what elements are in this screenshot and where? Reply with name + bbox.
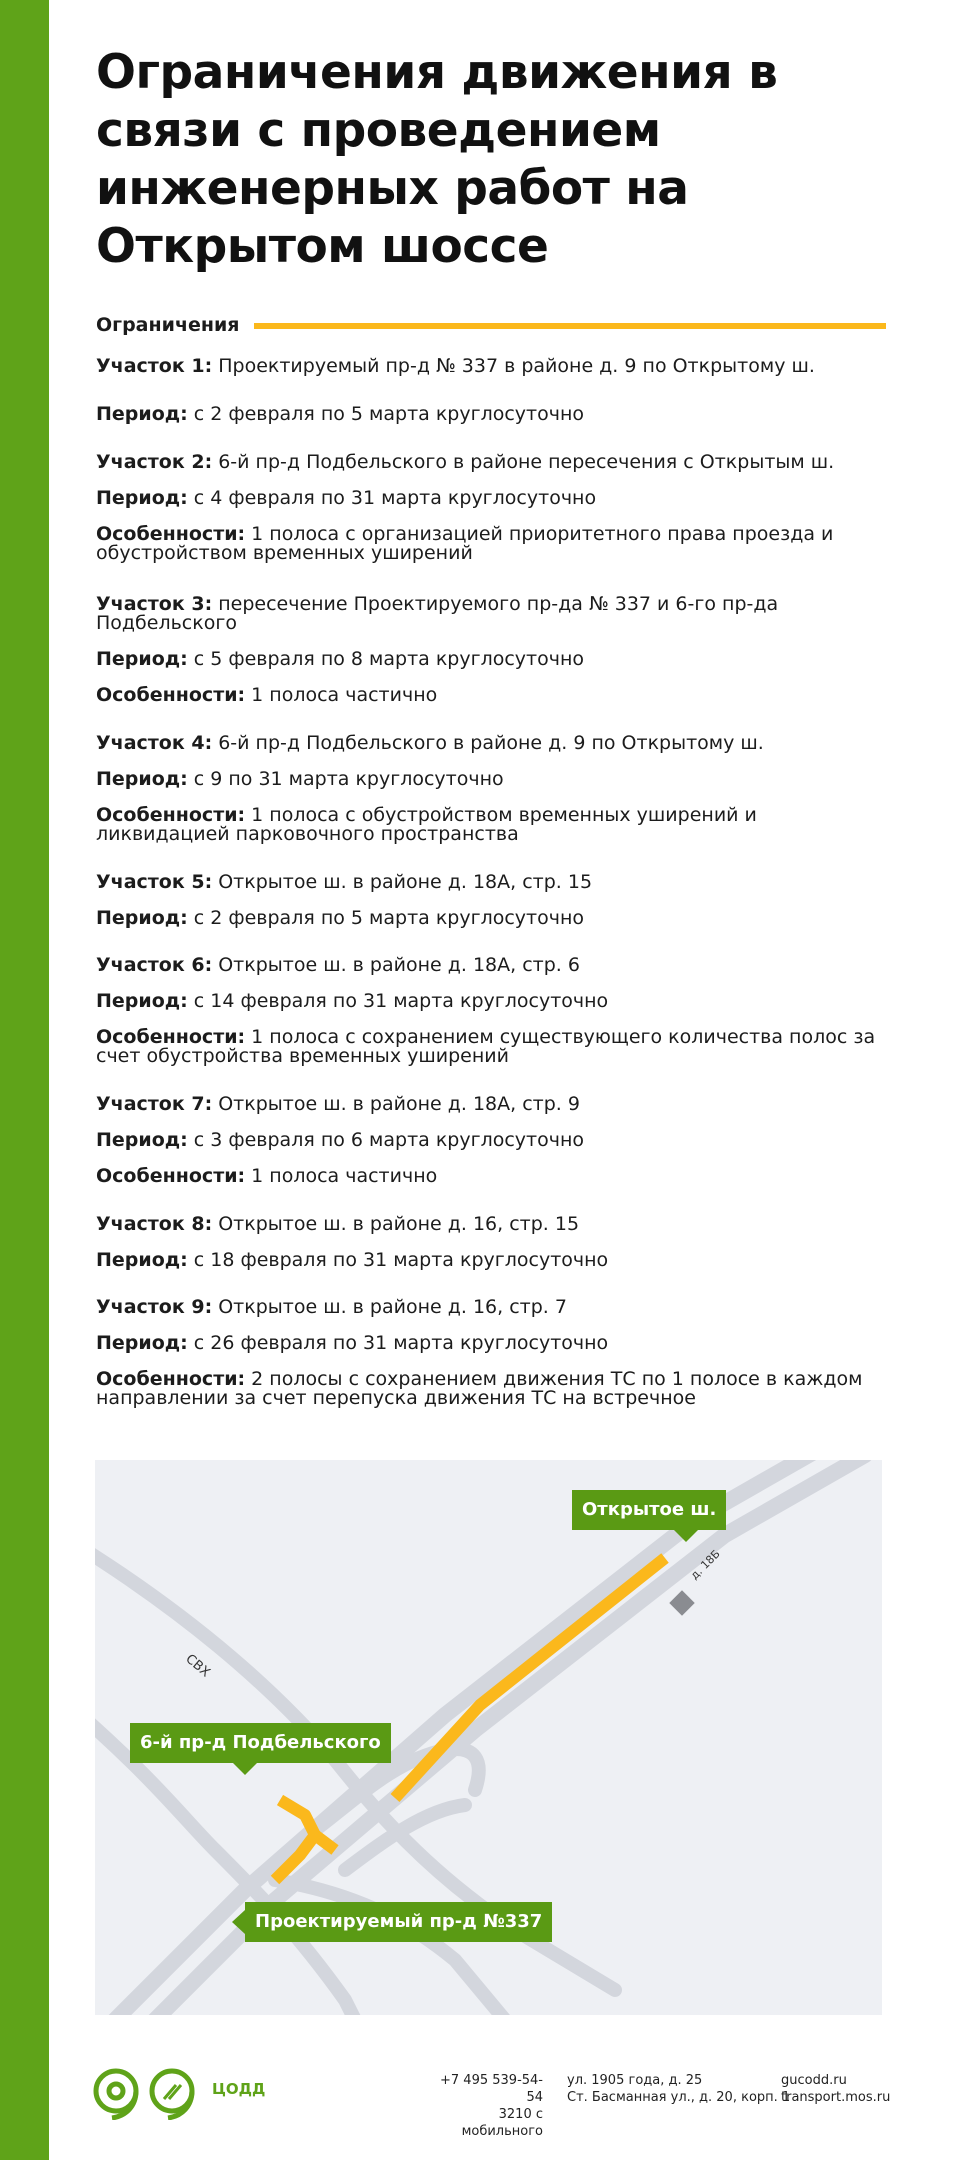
tag-proektiruemy-pointer bbox=[232, 1910, 245, 1934]
period-text: с 3 февраля по 6 марта круглосуточно bbox=[193, 1129, 585, 1151]
period-text: с 4 февраля по 31 марта круглосуточно bbox=[193, 487, 597, 509]
features-label: Особенности: bbox=[96, 1368, 246, 1390]
section-9-features bbox=[96, 1370, 886, 1408]
period-text: с 5 февраля по 8 марта круглосуточно bbox=[193, 648, 585, 670]
page-title: Ограничения движения в связи с проведением инженерных работ на Открытом шоссе bbox=[96, 45, 778, 274]
heading-label: Участок 1: bbox=[96, 355, 213, 377]
features-label: Особенности: bbox=[96, 523, 246, 545]
features-text: 1 полоса с сохранением существующего количества полос за счет обустройства временных уширений bbox=[96, 1026, 876, 1067]
tag-podbelskogo-pointer bbox=[233, 1763, 257, 1775]
heading-text: Открытое ш. в районе д. 18А, стр. 6 bbox=[218, 954, 580, 976]
codd-logo-icon bbox=[92, 2068, 204, 2120]
section-9-period bbox=[96, 1334, 608, 1353]
section-7-heading bbox=[96, 1095, 580, 1114]
address-2: Ст. Басманная ул., д. 20, корп. 1 bbox=[567, 2090, 791, 2105]
period-label: Период: bbox=[96, 1129, 188, 1151]
features-text: 1 полоса с обустройством временных уширений и ликвидацией парковочного пространства bbox=[96, 804, 757, 845]
tag-otkrytoe-pointer bbox=[674, 1530, 698, 1542]
footer-address bbox=[567, 2072, 790, 2106]
section-8-period bbox=[96, 1251, 608, 1270]
period-label: Период: bbox=[96, 403, 188, 425]
section-3-features bbox=[96, 686, 437, 705]
features-text: 2 полосы с сохранением движения ТС по 1 полосе в каждом направлении за счет перепуска движения ТС на встречное bbox=[96, 1368, 863, 1409]
building-18b-label: д. 18Б bbox=[687, 1547, 723, 1583]
footer bbox=[0, 2060, 955, 2139]
heading-label: Участок 7: bbox=[96, 1093, 213, 1115]
period-label: Период: bbox=[96, 648, 188, 670]
heading-label: Участок 8: bbox=[96, 1213, 213, 1235]
building-18b-icon bbox=[669, 1590, 694, 1615]
period-text: с 2 февраля по 5 марта круглосуточно bbox=[193, 403, 585, 425]
heading-label: Участок 5: bbox=[96, 871, 213, 893]
section-3-period bbox=[96, 650, 584, 669]
heading-label: Участок 6: bbox=[96, 954, 213, 976]
features-label: Особенности: bbox=[96, 684, 246, 706]
features-text: 1 полоса частично bbox=[251, 684, 438, 706]
tag-proektiruemy: Проектируемый пр-д №337 bbox=[245, 1902, 552, 1942]
section-7-period bbox=[96, 1131, 584, 1150]
section-7-features bbox=[96, 1167, 437, 1186]
heading-label: Участок 4: bbox=[96, 732, 213, 754]
footer-phone bbox=[425, 2072, 543, 2140]
heading-text: Открытое ш. в районе д. 18А, стр. 15 bbox=[218, 871, 593, 893]
heading-label: Участок 2: bbox=[96, 451, 213, 473]
section-4-heading bbox=[96, 734, 764, 753]
phone-mobile: 3210 с мобильного bbox=[461, 2107, 543, 2139]
heading-text: 6-й пр-д Подбельского в районе пересечения с Открытым ш. bbox=[218, 451, 835, 473]
section-8-heading bbox=[96, 1215, 579, 1234]
heading-text: Проектируемый пр-д № 337 в районе д. 9 по Открытому ш. bbox=[218, 355, 815, 377]
period-text: с 26 февраля по 31 марта круглосуточно bbox=[193, 1332, 609, 1354]
svh-label: СВХ bbox=[182, 1651, 213, 1681]
section-4-period bbox=[96, 770, 504, 789]
period-label: Период: bbox=[96, 1332, 188, 1354]
period-text: с 18 февраля по 31 марта круглосуточно bbox=[193, 1249, 609, 1271]
features-label: Особенности: bbox=[96, 804, 246, 826]
site-gucodd-link[interactable]: gucodd.ru bbox=[781, 2073, 847, 2088]
period-label: Период: bbox=[96, 990, 188, 1012]
logo-text: ЦОДД bbox=[212, 2080, 266, 2098]
address-1: ул. 1905 года, д. 25 bbox=[567, 2073, 703, 2088]
footer-sites bbox=[781, 2072, 890, 2106]
features-text: 1 полоса частично bbox=[251, 1165, 438, 1187]
site-transport-link[interactable]: transport.mos.ru bbox=[781, 2090, 891, 2105]
section-divider-line bbox=[254, 323, 886, 329]
features-label: Особенности: bbox=[96, 1165, 246, 1187]
heading-label: Участок 9: bbox=[96, 1296, 213, 1318]
features-text: 1 полоса с организацией приоритетного права проезда и обустройством временных уширений bbox=[96, 523, 834, 564]
section-6-heading bbox=[96, 956, 580, 975]
section-header bbox=[96, 312, 886, 338]
green-side-bar bbox=[0, 0, 49, 2160]
heading-text: Открытое ш. в районе д. 16, стр. 7 bbox=[218, 1296, 567, 1318]
heading-text: 6-й пр-д Подбельского в районе д. 9 по Открытому ш. bbox=[218, 732, 764, 754]
tag-podbelskogo: 6-й пр-д Подбельского bbox=[130, 1723, 391, 1763]
section-1-heading bbox=[96, 357, 815, 376]
tag-otkrytoe: Открытое ш. bbox=[572, 1490, 726, 1530]
section-5-heading bbox=[96, 873, 592, 892]
section-6-period bbox=[96, 992, 608, 1011]
heading-label: Участок 3: bbox=[96, 593, 213, 615]
section-6-features bbox=[96, 1028, 896, 1066]
section-3-heading bbox=[96, 595, 856, 633]
section-2-period bbox=[96, 489, 596, 508]
section-5-period bbox=[96, 909, 584, 928]
work-zone-podbelskogo-2 bbox=[315, 1835, 335, 1850]
phone[interactable]: +7 495 539-54-54 bbox=[440, 2073, 543, 2105]
roadworks-map bbox=[95, 1460, 882, 2015]
period-label: Период: bbox=[96, 907, 188, 929]
section-label: Ограничения bbox=[96, 312, 254, 338]
heading-text: Открытое ш. в районе д. 16, стр. 15 bbox=[218, 1213, 580, 1235]
section-4-features bbox=[96, 806, 826, 844]
period-label: Период: bbox=[96, 1249, 188, 1271]
section-2-features bbox=[96, 525, 886, 563]
period-label: Период: bbox=[96, 487, 188, 509]
heading-text: пересечение Проектируемого пр-да № 337 и 6-го пр-да Подбельского bbox=[96, 593, 779, 634]
features-label: Особенности: bbox=[96, 1026, 246, 1048]
work-zone-podbelskogo-1 bbox=[280, 1800, 315, 1835]
period-text: с 9 по 31 марта круглосуточно bbox=[193, 768, 504, 790]
period-text: с 2 февраля по 5 марта круглосуточно bbox=[193, 907, 585, 929]
period-label: Период: bbox=[96, 768, 188, 790]
section-9-heading bbox=[96, 1298, 567, 1317]
section-2-heading bbox=[96, 453, 834, 472]
period-text: с 14 февраля по 31 марта круглосуточно bbox=[193, 990, 609, 1012]
section-1-period bbox=[96, 405, 584, 424]
heading-text: Открытое ш. в районе д. 18А, стр. 9 bbox=[218, 1093, 580, 1115]
